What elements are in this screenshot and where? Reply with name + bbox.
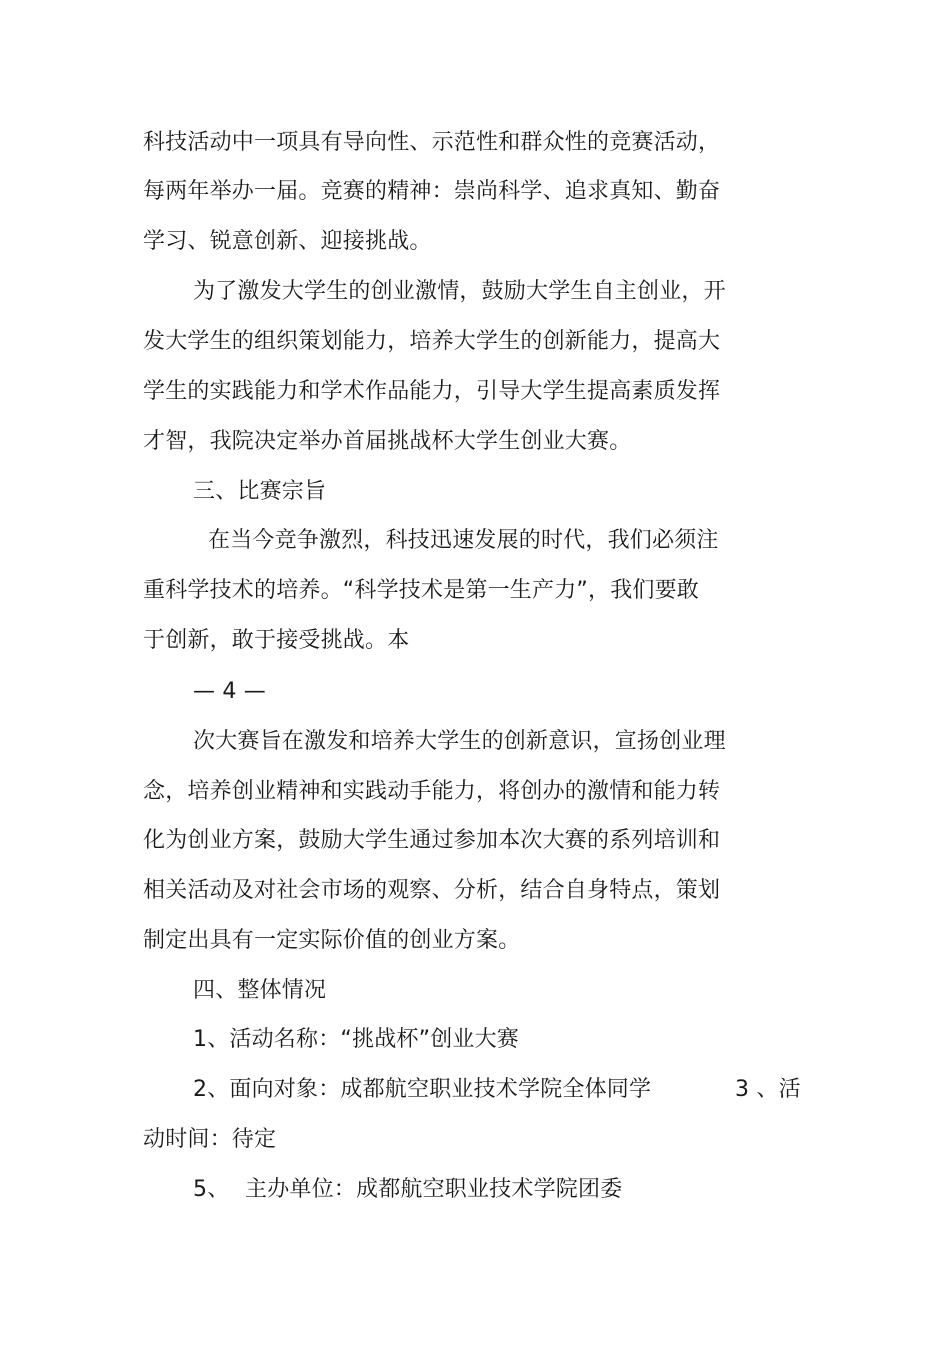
body-text-line: 为了激发大学生的创业激情，鼓励大学生自主创业，开 [193, 279, 726, 304]
body-text-line: 制定出具有一定实际价值的创业方案。 [143, 928, 521, 953]
body-text-line: 学生的实践能力和学术作品能力，引导大学生提高素质发挥 [143, 379, 721, 404]
page-number: — 4 — [193, 679, 266, 704]
list-item-number: 5、 [193, 1177, 230, 1202]
body-text-line: 每两年举办一届。竞赛的精神：崇尚科学、追求真知、勤奋 [143, 179, 721, 204]
list-item: 动时间：待定 [143, 1127, 277, 1152]
body-text-line: 化为创业方案，鼓励大学生通过参加本次大赛的系列培训和 [143, 828, 721, 853]
list-item: 2、面向对象：成都航空职业技术学院全体同学 [193, 1077, 652, 1102]
list-item-fragment: 3 、活 [735, 1077, 801, 1102]
body-text-line: 次大赛旨在激发和培养大学生的创新意识，宣扬创业理 [193, 729, 726, 754]
body-text-line: 在当今竞争激烈，科技迅速发展的时代，我们必须注 [208, 528, 719, 553]
body-text-line: 念，培养创业精神和实践动手能力，将创办的激情和能力转 [143, 779, 721, 804]
section-heading: 四、整体情况 [193, 978, 327, 1003]
body-text-line: 重科学技术的培养。“科学技术是第一生产力”，我们要敢 [143, 578, 699, 603]
body-text-line: 于创新，敢于接受挑战。本 [143, 628, 410, 653]
body-text-line: 才智，我院决定举办首届挑战杯大学生创业大赛。 [143, 429, 632, 454]
list-item: 1、活动名称：“挑战杯”创业大赛 [193, 1027, 519, 1052]
body-text-line: 科技活动中一项具有导向性、示范性和群众性的竞赛活动， [143, 130, 721, 155]
list-item: 主办单位：成都航空职业技术学院团委 [245, 1177, 623, 1202]
section-heading: 三、比赛宗旨 [193, 479, 327, 504]
body-text-line: 学习、锐意创新、迎接挑战。 [143, 229, 432, 254]
body-text-line: 发大学生的组织策划能力，培养大学生的创新能力，提高大 [143, 329, 721, 354]
body-text-line: 相关活动及对社会市场的观察、分析，结合自身特点，策划 [143, 878, 721, 903]
